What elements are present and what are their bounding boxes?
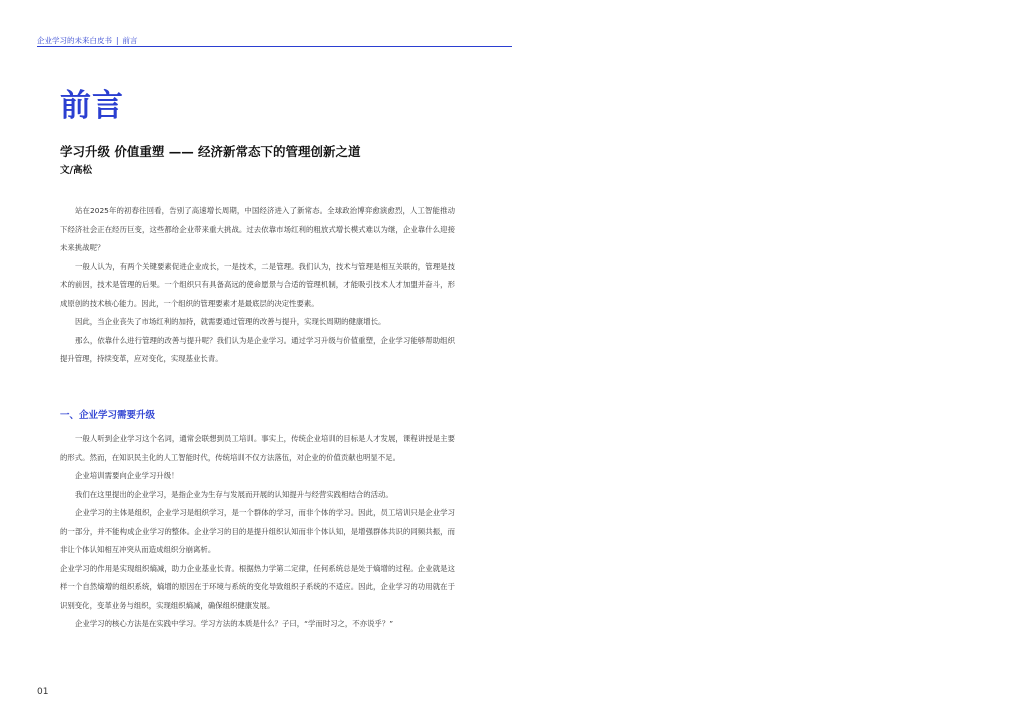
section-paragraph: 企业学习的主体是组织，企业学习是组织学习，是一个群体的学习，而非个体的学习。因此，员工培训只是企业学习的一部分，并不能构成企业学习的整体。企业学习的目的是提升组织认知而非个体认知，是增强群体共识的同频共振，而非让个体认知相互冲突从而造成组织分崩离析。 [60,508,455,554]
intro-paragraph: 站在2025年的初春往回看，告别了高速增长周期，中国经济进入了新常态。全球政治博弈愈演愈烈，人工智能推动下经济社会正在经历巨变，这些都给企业带来重大挑战。过去依靠市场红利的粗放式增长模式难以为继，企业靠什么迎接未来挑战呢？ [60,206,455,252]
header-section: 前言 [122,36,138,45]
section1-body [60,430,455,634]
section-heading: 一、企业学习需要升级 [60,410,156,421]
intro-paragraph: 那么，依靠什么进行管理的改善与提升呢？我们认为是企业学习。通过学习升级与价值重塑，企业学习能够帮助组织提升管理，持续变革，应对变化，实现基业长青。 [60,335,455,363]
section-paragraph: 企业培训需要向企业学习升级！ [75,471,179,480]
page-number: 01 [37,687,49,697]
intro-paragraph: 一般人认为，有两个关键要素促进企业成长，一是技术，二是管理。我们认为，技术与管理是相互关联的，管理是技术的前因，技术是管理的后果。一个组织只有具备高远的使命愿景与合适的管理机制，才能吸引技术人才加盟并奋斗，形成原创的技术核心能力。因此，一个组织的管理要素才是最底层的决定性要素。 [60,261,455,308]
section-paragraph: 我们在这里提出的企业学习，是指企业为生存与发展而开展的认知提升与经营实践相结合的活动。 [75,489,393,499]
running-header [37,35,512,46]
author-byline: 文/高松 [60,165,92,176]
section-paragraph: 一般人听到企业学习这个名词，通常会联想到员工培训。事实上，传统企业培训的目标是人才发展，课程讲授是主要的形式。然而，在知识民主化的人工智能时代，传统培训不仅方法落伍，对企业的价值贡献也明显不足。 [60,434,455,462]
page-title: 前言 [60,88,124,124]
header-divider [37,46,512,47]
intro-body [60,202,455,369]
article-subtitle: 学习升级 价值重塑 —— 经济新常态下的管理创新之道 [60,144,361,159]
header-separator: | [116,36,119,45]
section-paragraph: 企业学习的作用是实现组织熵减，助力企业基业长青。根据热力学第二定律，任何系统总是处于熵增的过程。企业就是这样一个自然熵增的组织系统，熵增的原因在于环境与系统的变化导致组织子系统的不适应。因此，企业学习的功用就在于识别变化，变革业务与组织，实现组织熵减，确保组织健康发展。 [60,563,455,610]
header-book-title: 企业学习的未来白皮书 [37,36,112,45]
section-paragraph: 企业学习的核心方法是在实践中学习。学习方法的本质是什么？子曰，“学而时习之，不亦说乎？” [75,619,394,628]
intro-paragraph: 因此，当企业丧失了市场红利的加持，就需要通过管理的改善与提升，实现长周期的健康增长。 [75,317,386,326]
